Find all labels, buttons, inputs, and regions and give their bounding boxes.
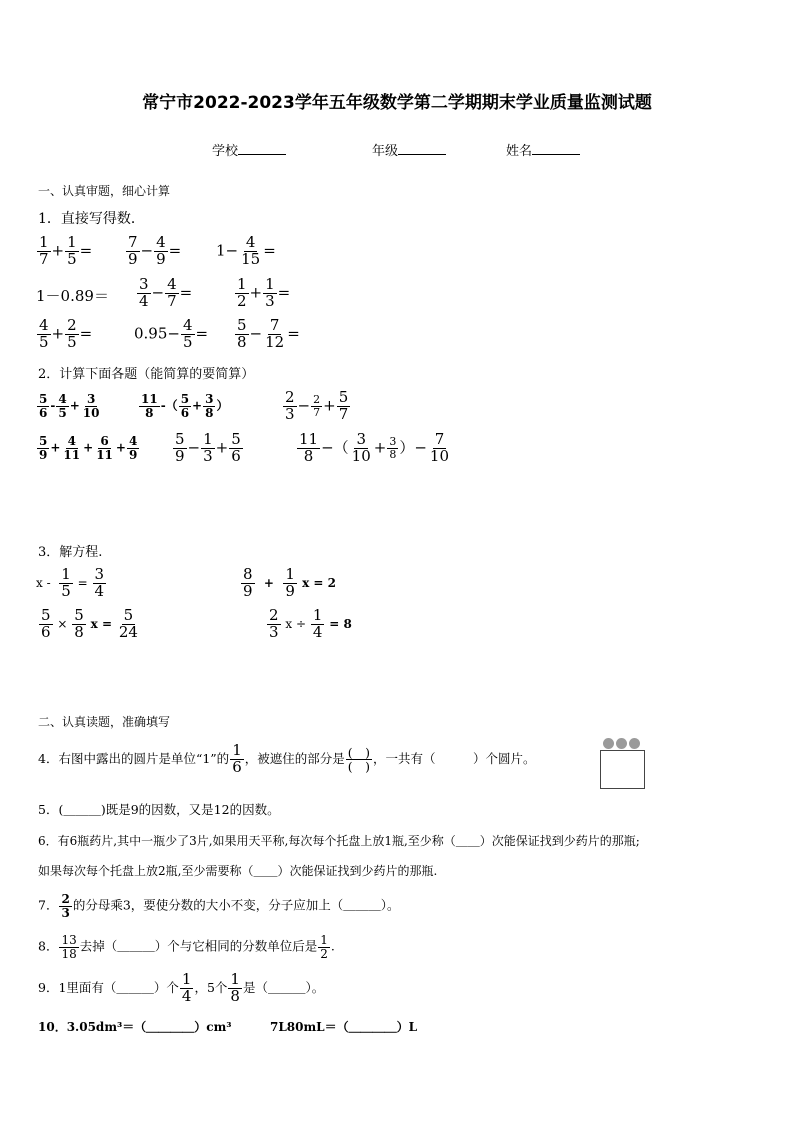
question-8: 8． $\frac{13}{18}$ 去掉（＿＿＿）个与它相同的分数单位后是 $\frac{1}{2}$ . bbox=[38, 933, 335, 961]
q1-r2-c: $\frac{1}{2}$ + $\frac{1}{3}$ = bbox=[237, 275, 291, 310]
q1-r3-c: $\frac{5}{8}$ − $\frac{7}{12}$ = bbox=[237, 316, 300, 351]
school-field[interactable]: 学校 bbox=[212, 140, 286, 159]
q3-eq4: $\frac{2}{3}$ x ÷ $\frac{1}{4}$ = 8 bbox=[269, 606, 352, 641]
q1-r1-a: $\frac{1}{7}$ + $\frac{1}{5}$ = bbox=[39, 233, 93, 268]
question-3-heading: 3．解方程. bbox=[38, 545, 103, 560]
q1-r3-b: 0.95− $\frac{4}{5}$ = bbox=[134, 316, 209, 351]
q2-r2-b: $\frac{5}{9}$ − $\frac{1}{3}$ + $\frac{5}{6}$ bbox=[175, 430, 241, 465]
section-2-heading: 二、认真读题，准确填写 bbox=[38, 715, 171, 729]
question-10-b: 7L80mL＝（＿＿＿＿）L bbox=[270, 1020, 418, 1034]
section-1-heading: 一、认真审题，细心计算 bbox=[38, 184, 171, 198]
q1-r1-c: 1− $\frac{4}{15}$ = bbox=[216, 233, 276, 268]
q1-r2-b: $\frac{3}{4}$ − $\frac{4}{7}$ = bbox=[139, 275, 193, 310]
question-5: 5．(＿＿＿)既是9的因数，又是12的因数。 bbox=[38, 802, 280, 817]
circle-piece-2 bbox=[616, 738, 627, 749]
question-10-a: 10．3.05dm³＝（＿＿＿＿）cm³ bbox=[38, 1020, 232, 1034]
q2-r2-a: $\frac{5}{9}$ + $\frac{4}{11}$ + $\frac{6}{11}$ + $\frac{4}{9}$ bbox=[39, 434, 138, 462]
cover-box bbox=[600, 750, 645, 789]
question-1-heading: 1．直接写得数． bbox=[38, 211, 145, 227]
q2-r1-a: $\frac{5}{6}$ - $\frac{4}{5}$ + $\frac{3}{10}$ bbox=[39, 392, 100, 420]
name-field[interactable]: 姓名 bbox=[506, 140, 580, 159]
question-4: 4．右图中露出的圆片是单位“1”的 $\frac{1}{6}$ ，被遮住的部分是 ( ) ( ) ，一共有（ ）个圆片。 bbox=[38, 741, 536, 776]
circle-piece-3 bbox=[629, 738, 640, 749]
question-9: 9．1里面有（＿＿＿）个 $\frac{1}{4}$ ，5个 $\frac{1}{8}$ 是（＿＿＿）。 bbox=[38, 970, 325, 1005]
q1-r2-a: 1－0.89＝ bbox=[36, 287, 109, 305]
q1-r3-a: $\frac{4}{5}$ + $\frac{2}{5}$ = bbox=[39, 316, 93, 351]
q2-r1-b: $\frac{11}{8}$ -（ $\frac{5}{6}$ + $\frac{3}{8}$ ） bbox=[141, 392, 229, 420]
q3-eq3: $\frac{5}{6}$ × $\frac{5}{8}$ x = $\frac{5}{24}$ bbox=[41, 606, 138, 641]
grade-field[interactable]: 年级 bbox=[372, 140, 446, 159]
q3-eq1: x - $\frac{1}{5}$ = $\frac{3}{4}$ bbox=[36, 565, 105, 600]
page-title: 常宁市2022-2023学年五年级数学第二学期期末学业质量监测试题 bbox=[142, 93, 652, 113]
question-7: 7． $\frac{2}{3}$ 的分母乘3，要使分数的大小不变，分子应加上（＿＿＿）。 bbox=[38, 892, 400, 920]
q2-r2-c: $\frac{11}{8}$ −（ $\frac{3}{10}$ + $\frac{3}{8}$ ）− $\frac{7}{10}$ bbox=[299, 430, 450, 465]
question-2-heading: 2．计算下面各题（能简算的要简算） bbox=[38, 367, 255, 382]
q3-eq2: $\frac{8}{9}$ + $\frac{1}{9}$ x = 2 bbox=[243, 565, 336, 600]
question-6-line-2: 如果每次每个托盘上放2瓶,至少需要称（＿＿）次能保证找到少药片的那瓶. bbox=[38, 864, 438, 878]
circle-piece-1 bbox=[603, 738, 614, 749]
q1-r1-b: $\frac{7}{9}$ − $\frac{4}{9}$ = bbox=[128, 233, 182, 268]
q2-r1-c: $\frac{2}{3}$ − $\frac{2}{7}$ + $\frac{5}{7}$ bbox=[285, 388, 349, 423]
question-6-line-1: 6．有6瓶药片,其中一瓶少了3片,如果用天平称,每次每个托盘上放1瓶,至少称（＿＿）次能保证找到少药片的那瓶; bbox=[38, 834, 640, 848]
